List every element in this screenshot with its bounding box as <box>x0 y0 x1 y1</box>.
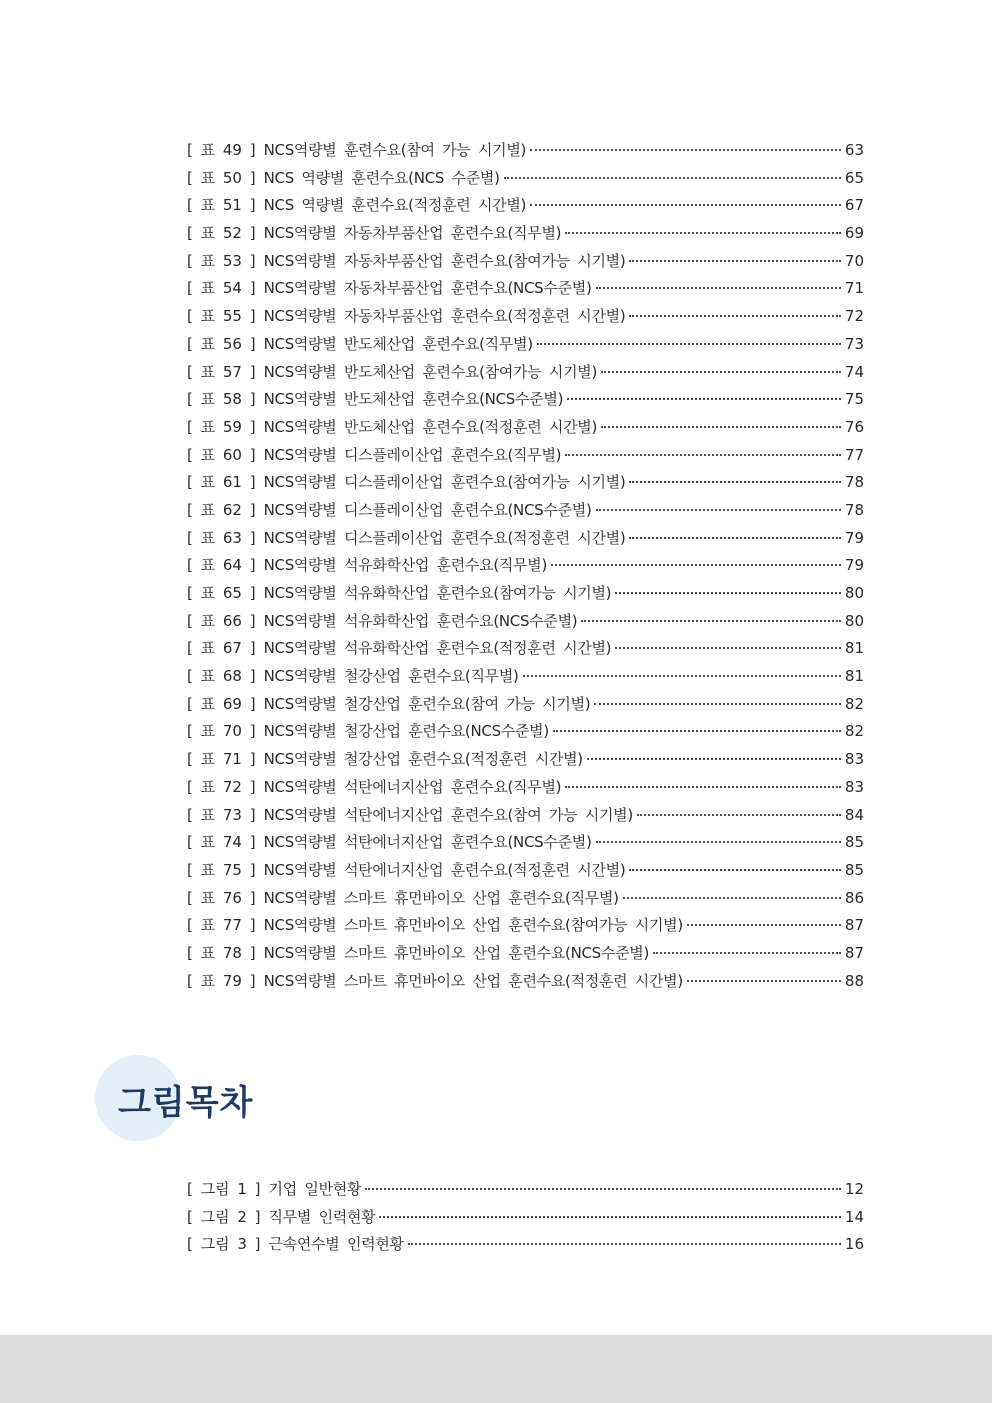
toc-entry-ref: [ 표 63 ] <box>187 528 256 547</box>
dot-leader <box>537 343 841 345</box>
dot-leader <box>596 509 841 511</box>
toc-entry-ref: [ 표 66 ] <box>187 611 256 630</box>
toc-entry[interactable] <box>187 912 864 940</box>
toc-entry[interactable] <box>187 580 864 608</box>
toc-entry-page: 84 <box>844 805 864 824</box>
table-of-figures <box>187 1176 864 1259</box>
toc-entry[interactable] <box>187 774 864 802</box>
toc-entry-title: NCS역량별 스마트 휴먼바이오 산업 훈련수요(NCS수준별) <box>263 943 650 962</box>
dot-leader <box>615 647 841 649</box>
toc-entry-title: NCS역량별 석유화학산업 훈련수요(적정훈련 시간별) <box>263 639 612 658</box>
toc-entry-ref: [ 표 79 ] <box>187 971 256 990</box>
toc-entry[interactable] <box>187 303 864 331</box>
toc-entry[interactable] <box>187 968 864 996</box>
toc-entry-page: 82 <box>844 694 864 713</box>
toc-entry-ref: [ 그림 3 ] <box>187 1235 261 1254</box>
toc-entry-ref: [ 표 77 ] <box>187 916 256 935</box>
toc-entry-title: NCS역량별 스마트 휴먼바이오 산업 훈련수요(적정훈련 시간별) <box>263 971 683 990</box>
toc-entry-title: NCS역량별 석탄에너지산업 훈련수요(적정훈련 시간별) <box>263 860 626 879</box>
toc-entry-title: NCS 역량별 훈련수요(적정훈련 시간별) <box>263 196 527 215</box>
toc-entry-title: NCS역량별 디스플레이산업 훈련수요(NCS수준별) <box>263 500 592 519</box>
toc-entry-ref: [ 표 53 ] <box>187 251 256 270</box>
dot-leader <box>551 564 841 566</box>
toc-entry-ref: [ 표 73 ] <box>187 805 256 824</box>
toc-entry-ref: [ 표 78 ] <box>187 943 256 962</box>
dot-leader <box>615 592 841 594</box>
toc-entry-page: 87 <box>844 943 864 962</box>
toc-entry-page: 12 <box>844 1180 864 1198</box>
toc-entry[interactable] <box>187 691 864 719</box>
dot-leader <box>365 1188 841 1190</box>
toc-entry-page: 87 <box>844 916 864 935</box>
toc-entry-title: NCS역량별 디스플레이산업 훈련수요(적정훈련 시간별) <box>263 528 626 547</box>
toc-entry[interactable] <box>187 137 864 165</box>
dot-leader <box>637 814 841 816</box>
toc-entry[interactable] <box>187 275 864 303</box>
toc-entry[interactable] <box>187 635 864 663</box>
dot-leader <box>587 758 841 760</box>
toc-entry-ref: [ 표 52 ] <box>187 224 256 243</box>
toc-entry-ref: [ 표 57 ] <box>187 362 256 381</box>
toc-entry[interactable] <box>187 663 864 691</box>
toc-entry-title: NCS역량별 디스플레이산업 훈련수요(직무별) <box>263 445 562 464</box>
toc-entry-title: NCS 역량별 훈련수요(NCS 수준별) <box>263 168 500 187</box>
dot-leader <box>629 481 840 483</box>
toc-entry-page: 65 <box>844 168 864 187</box>
toc-entry-ref: [ 표 75 ] <box>187 860 256 879</box>
toc-entry-title: NCS역량별 석탄에너지산업 훈련수요(참여 가능 시기별) <box>263 805 633 824</box>
dot-leader <box>553 730 841 732</box>
dot-leader <box>687 924 841 926</box>
dot-leader <box>567 398 841 400</box>
toc-entry-ref: [ 표 55 ] <box>187 307 256 326</box>
toc-entry[interactable] <box>187 940 864 968</box>
toc-entry-page: 79 <box>844 556 864 575</box>
toc-entry-page: 81 <box>844 667 864 686</box>
toc-entry-title: 근속연수별 인력현황 <box>268 1235 404 1254</box>
toc-entry-title: NCS역량별 스마트 휴먼바이오 산업 훈련수요(참여가능 시기별) <box>263 916 683 935</box>
toc-entry-title: NCS역량별 자동차부품산업 훈련수요(참여가능 시기별) <box>263 251 626 270</box>
toc-entry-ref: [ 표 71 ] <box>187 750 256 769</box>
toc-entry[interactable] <box>187 331 864 359</box>
toc-entry-title: NCS역량별 반도체산업 훈련수요(참여가능 시기별) <box>263 362 598 381</box>
toc-entry[interactable] <box>187 497 864 525</box>
toc-entry-title: NCS역량별 반도체산업 훈련수요(직무별) <box>263 334 533 353</box>
toc-entry-title: NCS역량별 철강산업 훈련수요(참여 가능 시기별) <box>263 694 591 713</box>
toc-entry-page: 78 <box>844 500 864 519</box>
figures-section-header <box>95 1055 395 1143</box>
toc-entry-page: 78 <box>844 473 864 492</box>
dot-leader <box>408 1243 841 1245</box>
toc-entry-page: 81 <box>844 639 864 658</box>
toc-entry[interactable] <box>187 359 864 387</box>
toc-entry-title: NCS역량별 자동차부품산업 훈련수요(직무별) <box>263 224 562 243</box>
footer-band <box>0 1335 992 1403</box>
toc-entry-page: 86 <box>844 888 864 907</box>
toc-entry-page: 85 <box>844 860 864 879</box>
toc-entry-page: 77 <box>844 445 864 464</box>
dot-leader <box>594 703 841 705</box>
toc-entry-ref: [ 표 59 ] <box>187 417 256 436</box>
toc-entry-ref: [ 그림 1 ] <box>187 1180 261 1198</box>
toc-entry[interactable] <box>187 248 864 276</box>
toc-entry[interactable] <box>187 1176 864 1204</box>
toc-entry-page: 67 <box>844 196 864 215</box>
dot-leader <box>629 869 840 871</box>
toc-entry-title: NCS역량별 석탄에너지산업 훈련수요(NCS수준별) <box>263 833 592 852</box>
toc-entry-page: 69 <box>844 224 864 243</box>
table-of-tables <box>187 137 864 995</box>
toc-entry-title: NCS역량별 석유화학산업 훈련수요(직무별) <box>263 556 547 575</box>
toc-entry-page: 75 <box>844 390 864 409</box>
toc-entry[interactable] <box>187 802 864 830</box>
toc-entry[interactable] <box>187 165 864 193</box>
toc-entry-ref: [ 표 58 ] <box>187 390 256 409</box>
dot-leader <box>687 980 841 982</box>
toc-entry-title: 직무별 인력현황 <box>268 1207 376 1226</box>
dot-leader <box>629 537 840 539</box>
toc-entry-page: 14 <box>844 1207 864 1226</box>
dot-leader <box>530 149 841 151</box>
dot-leader <box>379 1216 841 1218</box>
toc-entry[interactable] <box>187 220 864 248</box>
toc-entry-page: 85 <box>844 833 864 852</box>
toc-entry-title: NCS역량별 철강산업 훈련수요(적정훈련 시간별) <box>263 750 583 769</box>
toc-entry[interactable] <box>187 386 864 414</box>
dot-leader <box>596 841 841 843</box>
toc-entry-page: 70 <box>844 251 864 270</box>
toc-entry-page: 71 <box>844 279 864 298</box>
toc-entry-ref: [ 표 68 ] <box>187 667 256 686</box>
toc-entry-page: 76 <box>844 417 864 436</box>
toc-entry-title: NCS역량별 자동차부품산업 훈련수요(적정훈련 시간별) <box>263 307 626 326</box>
toc-entry-page: 82 <box>844 722 864 741</box>
toc-entry[interactable] <box>187 192 864 220</box>
toc-entry-ref: [ 표 60 ] <box>187 445 256 464</box>
toc-entry-title: NCS역량별 스마트 휴먼바이오 산업 훈련수요(직무별) <box>263 888 619 907</box>
toc-entry-page: 83 <box>844 777 864 796</box>
toc-entry[interactable] <box>187 469 864 497</box>
toc-entry[interactable] <box>187 718 864 746</box>
toc-entry-title: NCS역량별 자동차부품산업 훈련수요(NCS수준별) <box>263 279 592 298</box>
toc-entry-ref: [ 표 64 ] <box>187 556 256 575</box>
toc-entry-ref: [ 표 54 ] <box>187 279 256 298</box>
toc-entry-title: NCS역량별 석유화학산업 훈련수요(NCS수준별) <box>263 611 578 630</box>
dot-leader <box>653 952 841 954</box>
dot-leader <box>581 620 841 622</box>
dot-leader <box>565 454 841 456</box>
toc-entry-ref: [ 표 50 ] <box>187 168 256 187</box>
toc-entry[interactable] <box>187 414 864 442</box>
toc-entry[interactable] <box>187 746 864 774</box>
toc-entry-page: 83 <box>844 750 864 769</box>
toc-entry-title: NCS역량별 석유화학산업 훈련수요(참여가능 시기별) <box>263 584 612 602</box>
toc-entry-ref: [ 표 67 ] <box>187 639 256 658</box>
dot-leader <box>523 675 841 677</box>
dot-leader <box>601 426 841 428</box>
toc-entry-title: NCS역량별 철강산업 훈련수요(직무별) <box>263 667 519 686</box>
toc-entry-title: NCS역량별 철강산업 훈련수요(NCS수준별) <box>263 722 549 741</box>
dot-leader <box>629 315 840 317</box>
toc-entry-page: 63 <box>844 141 864 159</box>
toc-entry-ref: [ 표 70 ] <box>187 722 256 741</box>
toc-entry-ref: [ 표 62 ] <box>187 500 256 519</box>
dot-leader <box>601 371 841 373</box>
toc-entry-page: 80 <box>844 584 864 602</box>
dot-leader <box>629 260 840 262</box>
toc-entry[interactable] <box>187 1231 864 1259</box>
toc-entry-page: 74 <box>844 362 864 381</box>
toc-entry-title: NCS역량별 디스플레이산업 훈련수요(참여가능 시기별) <box>263 473 626 492</box>
toc-entry-title: NCS역량별 훈련수요(참여 가능 시기별) <box>263 141 527 159</box>
toc-entry-ref: [ 표 51 ] <box>187 196 256 215</box>
toc-entry-ref: [ 표 65 ] <box>187 584 256 602</box>
toc-entry[interactable] <box>187 442 864 470</box>
dot-leader <box>623 897 841 899</box>
toc-entry-title: NCS역량별 석탄에너지산업 훈련수요(직무별) <box>263 777 562 796</box>
dot-leader <box>530 204 841 206</box>
toc-entry-page: 79 <box>844 528 864 547</box>
toc-entry[interactable] <box>187 552 864 580</box>
dot-leader <box>504 177 841 179</box>
toc-entry[interactable] <box>187 829 864 857</box>
toc-entry-ref: [ 표 76 ] <box>187 888 256 907</box>
toc-entry-ref: [ 표 61 ] <box>187 473 256 492</box>
toc-entry-page: 88 <box>844 971 864 990</box>
toc-entry[interactable] <box>187 525 864 553</box>
toc-entry[interactable] <box>187 608 864 636</box>
toc-entry[interactable] <box>187 857 864 885</box>
dot-leader <box>565 786 841 788</box>
dot-leader <box>596 287 841 289</box>
dot-leader <box>565 232 841 234</box>
toc-entry-ref: [ 표 56 ] <box>187 334 256 353</box>
toc-entry-page: 16 <box>844 1235 864 1254</box>
toc-entry-ref: [ 표 69 ] <box>187 694 256 713</box>
section-title: 그림목차 <box>118 1083 254 1123</box>
toc-entry-ref: [ 표 72 ] <box>187 777 256 796</box>
toc-entry-page: 72 <box>844 307 864 326</box>
toc-entry-title: 기업 일반현황 <box>268 1180 362 1198</box>
toc-entry[interactable] <box>187 1204 864 1232</box>
toc-entry-page: 73 <box>844 334 864 353</box>
toc-entry[interactable] <box>187 885 864 913</box>
toc-entry-ref: [ 표 74 ] <box>187 833 256 852</box>
toc-entry-ref: [ 그림 2 ] <box>187 1207 261 1226</box>
toc-entry-title: NCS역량별 반도체산업 훈련수요(적정훈련 시간별) <box>263 417 598 436</box>
toc-entry-page: 80 <box>844 611 864 630</box>
toc-entry-ref: [ 표 49 ] <box>187 141 256 159</box>
toc-entry-title: NCS역량별 반도체산업 훈련수요(NCS수준별) <box>263 390 564 409</box>
